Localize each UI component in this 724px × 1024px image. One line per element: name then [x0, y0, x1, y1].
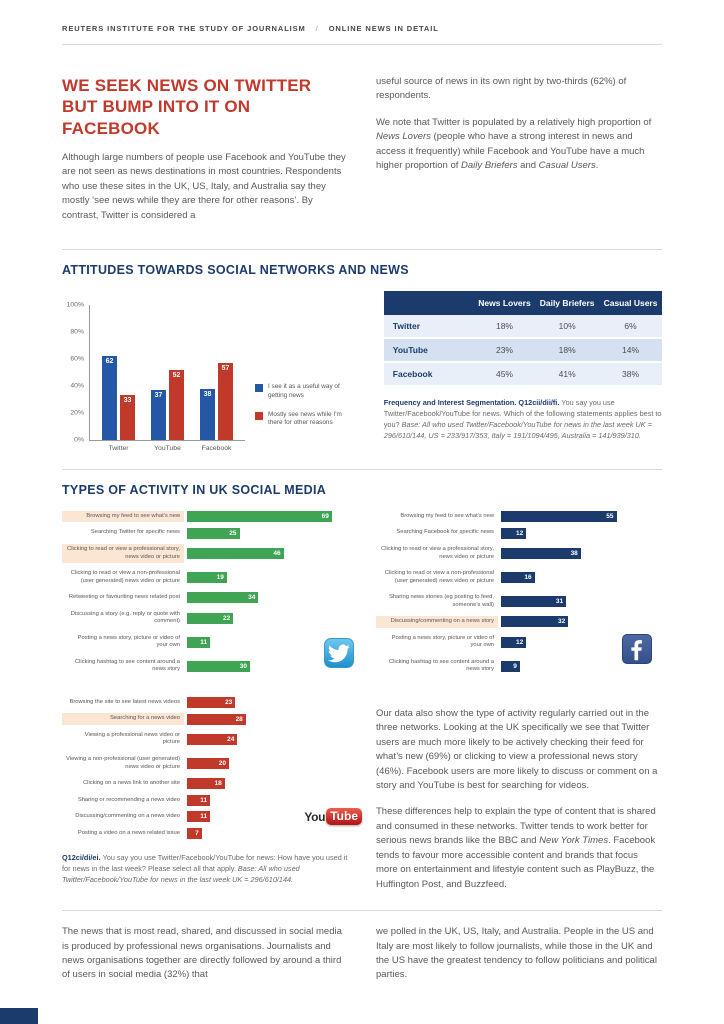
bar-value: 46 — [273, 550, 281, 558]
bar-track — [184, 778, 364, 789]
bar-track — [498, 548, 662, 559]
bar-label: Sharing or recommending a news video — [77, 796, 180, 803]
bar-row — [62, 730, 364, 749]
segmentation-caption: Frequency and Interest Segmentation. Q12cii/dii/fi. You say you use Twitter/Facebook/YouTube for news. Which of the following statements applies best to you? Base: All who used Twitter/Facebook/YouTube for news in the last week UK = 296/610/144, US = 233/917/353, Italy = 191/1094/495, Australia = 141/939/310. — [383, 397, 662, 440]
bar-label: Browsing the site to see latest news videos — [69, 698, 180, 705]
bar-track — [498, 596, 662, 607]
bar-value: 33 — [123, 397, 132, 405]
bar-label: Clicking hashtag to see content around a news story — [74, 658, 180, 673]
y-axis-tick-label: 100% — [66, 301, 84, 309]
bar — [187, 811, 210, 822]
table-row-label: Twitter — [384, 315, 474, 338]
legend-label: I see it as a useful way of getting news — [268, 383, 340, 400]
y-axis-tick-label: 60% — [70, 355, 84, 363]
closing-section — [62, 925, 662, 983]
bar-label: Discussing a story (e.g. reply or quote with comment) — [70, 610, 180, 625]
bar-value: 25 — [229, 529, 237, 537]
table-cell: 14% — [599, 338, 662, 362]
bar — [187, 511, 332, 522]
bar-label: Posting a news story, picture or video of your own — [77, 634, 180, 649]
bar — [102, 356, 117, 440]
bar-value: 62 — [105, 358, 114, 366]
intro-paragraph-right-2: We note that Twitter is populated by a relatively high proportion of News Lovers (people who have a strong interest in news and access it frequently) while Facebook and YouTube have a much higher proportion of Daily Briefers and Casual Users. — [376, 116, 652, 172]
table-cell: 6% — [599, 315, 662, 338]
discussion-paragraph-1: Our data also show the type of activity regularly carried out in the three networks. Looking at the UK specifically we see that Twitter users are much more likely to be actively checking their feed for what’s new (69%) or clicking to view a professional news story (46%). Facebook users are more likely to discuss or comment on a story and YouTube is best for searching for videos. — [376, 707, 658, 792]
bar-label: Searching Twitter for specific news — [90, 529, 180, 536]
bar-value: 11 — [200, 813, 208, 821]
table-cell: 18% — [535, 338, 599, 362]
intro-section — [62, 75, 662, 223]
bar-value: 37 — [154, 392, 163, 399]
bar — [151, 390, 166, 440]
bar-value: 55 — [606, 513, 614, 521]
intro-paragraph-right-1: useful source of news in its own right by two-thirds (62%) of respondents. — [376, 76, 627, 102]
bar-row — [376, 544, 662, 563]
bar-value: 19 — [216, 574, 224, 582]
bar-group — [102, 356, 135, 440]
bar-label: Clicking to read or view a professional story, news video or picture — [381, 546, 494, 560]
segmentation-table-wrap — [384, 291, 662, 387]
bar-value: 38 — [570, 550, 578, 558]
bar — [187, 778, 225, 789]
bar-label: Viewing a professional news video or picture — [84, 731, 180, 746]
bar-value: 12 — [515, 638, 524, 646]
bar-row — [376, 633, 662, 652]
bar-row — [62, 511, 364, 523]
bar-value: 16 — [524, 574, 532, 582]
bar-value: 24 — [227, 735, 235, 743]
bar-row — [62, 609, 364, 628]
segmentation-table — [384, 291, 662, 387]
bar — [187, 714, 246, 725]
bar-track — [184, 511, 364, 522]
bar — [187, 697, 235, 708]
attitudes-section — [62, 291, 662, 452]
bar-track — [498, 616, 662, 627]
bar-label: Clicking to read or view a non-professional (user generated) news video or picture — [384, 570, 494, 584]
bar-label: Viewing a non-professional (user generated) news video or picture — [66, 755, 180, 770]
article-title: WE SEEK NEWS ON TWITTER BUT BUMP INTO IT ON FACEBOOK — [62, 76, 312, 138]
bar — [187, 661, 250, 672]
bar-value: 28 — [235, 715, 243, 723]
section-rule — [62, 469, 662, 470]
bar — [187, 592, 258, 603]
table-row — [384, 338, 662, 362]
table-row-label: Facebook — [384, 362, 474, 386]
bar-label: Clicking on a news link to another site — [83, 780, 180, 787]
x-axis-label: Facebook — [201, 444, 232, 452]
bar-track — [184, 828, 364, 839]
table-column-header: Casual Users — [599, 291, 662, 315]
bar — [200, 389, 215, 440]
bar-label: Discussing/commenting on a news video — [75, 813, 180, 820]
legend-label: Mostly see news while I’m there for other reasons — [268, 410, 342, 427]
table-column-header: News Lovers — [474, 291, 535, 315]
legend-swatch — [255, 384, 263, 392]
bar-value: 11 — [200, 638, 208, 646]
bar-value: 11 — [200, 796, 208, 804]
bar-label: Discussing/commenting on a news story — [376, 616, 498, 628]
bar-value: 34 — [248, 594, 256, 602]
bar-value: 9 — [513, 662, 517, 670]
bar-label: Browsing my feed to see what’s new — [62, 511, 184, 523]
attitudes-heading: ATTITUDES TOWARDS SOCIAL NETWORKS AND NEWS — [62, 262, 409, 277]
attitudes-grouped-bar-chart — [62, 291, 356, 452]
youtube-logo-icon — [304, 808, 362, 825]
bar-track — [184, 734, 364, 745]
intro-right-column — [376, 75, 662, 223]
bar-row — [376, 568, 662, 587]
facebook-activity-chart — [376, 511, 662, 681]
bar-row — [62, 527, 364, 539]
header-institute: REUTERS INSTITUTE FOR THE STUDY OF JOURNALISM — [62, 24, 306, 33]
table-cell: 45% — [474, 362, 535, 386]
bar — [187, 795, 210, 806]
bar-label: Searching Facebook for specific news — [396, 529, 494, 536]
bar-group — [151, 370, 184, 440]
closing-paragraph-right: we polled in the UK, US, Italy, and Australia. People in the US and Italy are most likely to follow journalists, while those in the UK and the US have the greatest tendency to follow politicians and political parties. — [376, 926, 657, 981]
bar — [169, 370, 184, 440]
table-row — [384, 315, 662, 338]
bar-row — [62, 633, 364, 652]
plot-area — [89, 305, 245, 441]
bar — [501, 596, 566, 607]
facebook-logo-icon — [622, 634, 652, 669]
bar-track — [498, 528, 662, 539]
x-axis-labels — [89, 441, 245, 452]
bar-value: 31 — [555, 598, 564, 606]
bar-row — [62, 754, 364, 773]
bar — [218, 363, 233, 440]
bar-row — [62, 657, 364, 676]
bar — [187, 758, 229, 769]
activity-discussion-column — [376, 697, 662, 892]
bar — [501, 637, 526, 648]
bar-label: Posting a news story, picture or video of your own — [391, 634, 494, 649]
table-column-header: Daily Briefers — [535, 291, 599, 315]
bar-value: 7 — [195, 829, 199, 837]
bar-track — [184, 572, 364, 583]
bar-row — [376, 592, 662, 611]
bar-label: Sharing news stories (eg posting to feed, someone’s wall) — [388, 594, 494, 608]
table-cell: 41% — [535, 362, 599, 386]
section-rule — [62, 910, 662, 911]
bar-row — [376, 616, 662, 628]
bar-value: 12 — [515, 529, 524, 537]
bar — [501, 616, 568, 627]
bar-track — [498, 511, 662, 522]
activity-section — [62, 511, 662, 892]
bar-row — [62, 697, 364, 709]
bar-track — [184, 548, 364, 559]
bar — [187, 613, 233, 624]
bar-value: 38 — [203, 390, 212, 398]
bar-row — [376, 657, 662, 676]
legend — [255, 383, 349, 428]
y-axis-tick-label: 80% — [70, 328, 84, 336]
bar-label: Searching for a news video — [62, 713, 184, 725]
intro-left-column — [62, 75, 348, 223]
discussion-paragraph-2: These differences help to explain the type of content that is shared and consumed in these networks. Twitter tends to work better for serious news brands like the BBC and New York Times. Facebook tends to favour more accessible content and brands that focus more on entertainment and lifestyle content such as PlayBuzz, the Huffington Post, and Buzzfeed. — [376, 806, 656, 890]
bar — [187, 572, 227, 583]
table-cell: 23% — [474, 338, 535, 362]
bar — [187, 528, 240, 539]
bar — [187, 828, 202, 839]
bar — [187, 637, 210, 648]
table-row-label: YouTube — [384, 338, 474, 362]
legend-item — [255, 411, 349, 428]
table-cell: 10% — [535, 315, 599, 338]
bar — [501, 661, 520, 672]
bar-track — [184, 795, 364, 806]
table-row — [384, 362, 662, 386]
bar — [187, 548, 284, 559]
bar-track — [184, 758, 364, 769]
bar-label: Browsing my feed to see what’s new — [400, 512, 494, 519]
y-axis-tick-label: 0% — [74, 436, 84, 444]
activity-caption: Q12ci/di/ei. You say you use Twitter/Facebook/YouTube for news: How have you used it for news in the last week? Please select all that apply. Base: All who used Twitter/Facebook/YouTube for news in the last week UK = 296/610/144. — [62, 853, 348, 885]
x-axis-label: YouTube — [154, 444, 181, 452]
youtube-logo-you-text: You — [304, 809, 326, 824]
closing-paragraph-left: The news that is most read, shared, and discussed in social media is produced by professional news organisations. Journalists and news organisations together are directly followed by around a third of users in social media (32%) that — [62, 926, 342, 981]
page-corner-tab — [0, 1008, 38, 1024]
table-cell: 38% — [599, 362, 662, 386]
youtube-chart-cell — [62, 697, 364, 892]
x-axis-label: Twitter — [108, 444, 129, 452]
bar-value: 20 — [218, 760, 226, 767]
table-cell: 18% — [474, 315, 535, 338]
bar-row — [62, 592, 364, 604]
bar-value: 69 — [321, 513, 329, 521]
segmentation-table-column — [384, 291, 662, 452]
youtube-activity-chart — [62, 697, 364, 839]
bar — [501, 572, 535, 583]
bar — [501, 548, 581, 559]
bar-track — [184, 592, 364, 603]
bar-track — [184, 613, 364, 624]
bar-track — [184, 528, 364, 539]
bar-value: 18 — [214, 780, 222, 788]
bar — [501, 511, 617, 522]
twitter-activity-chart — [62, 511, 364, 681]
page-header — [62, 24, 662, 33]
bar-row — [376, 511, 662, 523]
youtube-logo-tube-text: Tube — [326, 808, 362, 825]
bar-track — [498, 572, 662, 583]
header-rule — [62, 44, 662, 45]
bar-value: 57 — [221, 365, 230, 372]
bar — [120, 395, 135, 440]
bar-label: Clicking to read or view a non-professional (user generated) news video or picture — [70, 570, 180, 584]
y-axis-tick-label: 20% — [70, 409, 84, 417]
header-divider: / — [315, 24, 319, 33]
bar-row — [62, 778, 364, 790]
legend-item — [255, 383, 349, 400]
legend-swatch — [255, 412, 263, 420]
y-axis-tick-label: 40% — [70, 382, 84, 390]
table-header-row — [384, 291, 662, 315]
section-rule — [62, 249, 662, 250]
intro-paragraph-left: Although large numbers of people use Facebook and YouTube they are not seen as news destinations in most countries. Respondents who use these sites in the UK, US, Italy, and Australia say they mostly ‘see news while they are there for other reasons’. By contrast, Twitter is considered a — [62, 151, 346, 221]
bar-row — [62, 713, 364, 725]
bar-track — [184, 714, 364, 725]
bar-value: 23 — [225, 699, 233, 707]
bar-label: Clicking hashtag to see content around a news story — [388, 658, 494, 673]
bar — [501, 528, 526, 539]
header-section-label: ONLINE NEWS IN DETAIL — [328, 24, 439, 33]
bar-row — [62, 795, 364, 807]
bar-label: Posting a video on a news related issue — [77, 829, 180, 836]
bar — [187, 734, 237, 745]
bar-value: 22 — [222, 614, 231, 622]
bar-value: 52 — [172, 371, 181, 379]
bar-row — [62, 544, 364, 563]
table-corner-cell — [384, 291, 474, 315]
bar-label: Clicking to read or view a professional story, news video or picture — [62, 544, 184, 563]
grouped-bar-chart — [62, 301, 356, 452]
bar-row — [62, 568, 364, 587]
twitter-logo-icon — [324, 638, 354, 673]
activity-heading: TYPES OF ACTIVITY IN UK SOCIAL MEDIA — [62, 482, 327, 497]
bar-label: Retweeting or favouriting news related post — [68, 594, 180, 601]
bar-group — [200, 363, 233, 440]
bar-row — [376, 527, 662, 539]
bar-track — [184, 697, 364, 708]
bar-value: 32 — [557, 618, 566, 626]
bar-row — [62, 828, 364, 840]
y-axis — [62, 301, 89, 444]
plot-area-wrap — [89, 305, 245, 452]
bar-value: 30 — [239, 662, 247, 670]
